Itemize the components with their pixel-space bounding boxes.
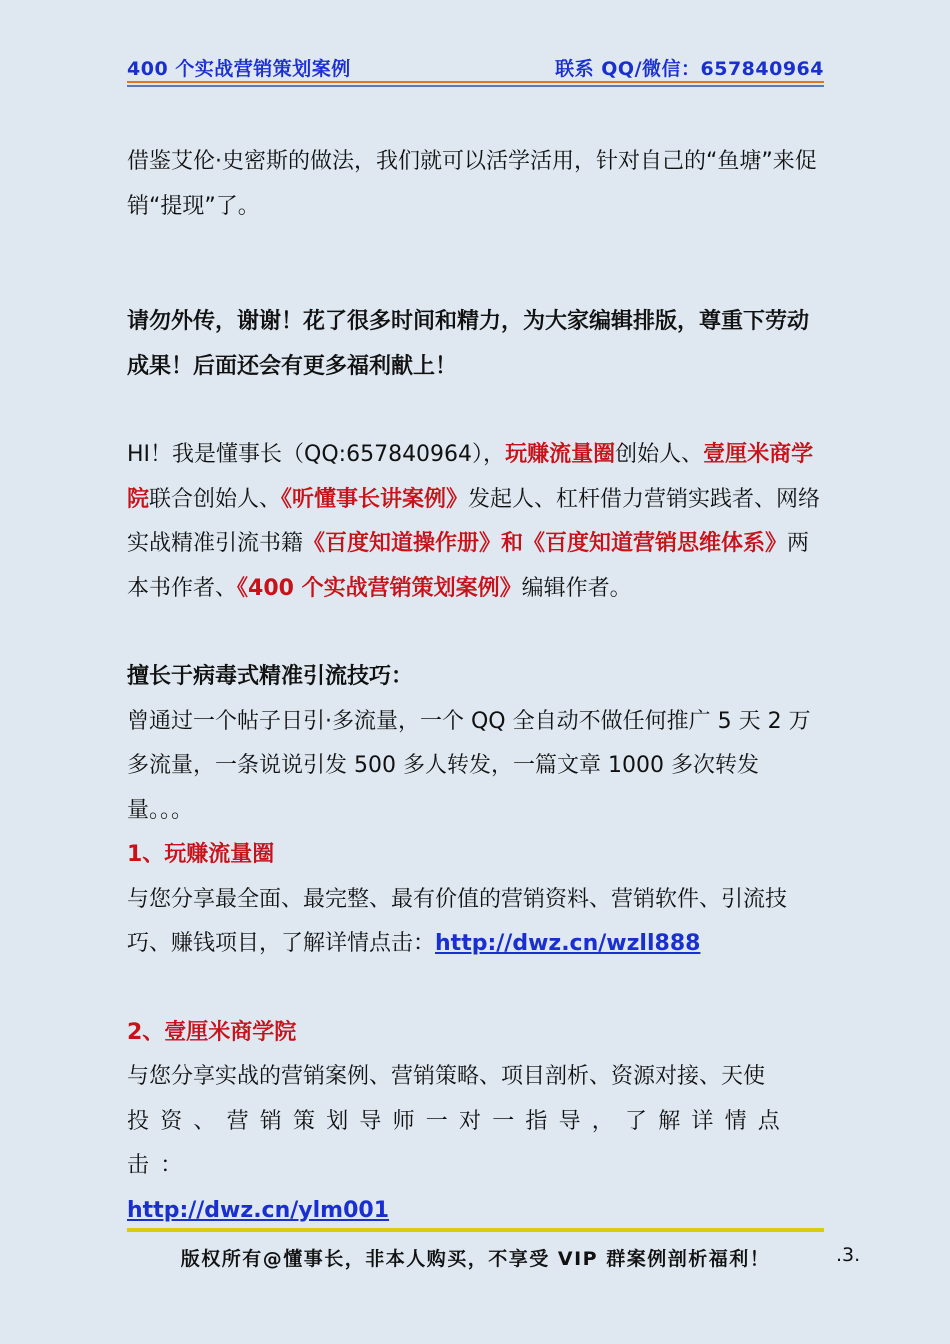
footer-copyright: 版权所有@懂事长，非本人购买，不享受 VIP 群案例剖析福利！ xyxy=(180,1248,771,1270)
intro-text-1: HI！我是懂事长（QQ:657840964）， xyxy=(127,442,506,467)
author-intro xyxy=(127,433,824,611)
page-header xyxy=(127,52,824,92)
intro-text-2: 创始人、 xyxy=(615,442,704,467)
section1-heading: 1、玩赚流量圈 xyxy=(127,842,275,867)
section1-link[interactable]: http://dwz.cn/wzll888 xyxy=(435,931,701,956)
section2-heading: 2、壹厘米商学院 xyxy=(127,1019,297,1045)
intro-highlight-3: 《听懂事长讲案例》 xyxy=(281,486,469,512)
notice-paragraph: 请勿外传，谢谢！花了很多时间和精力，为大家编辑排版，尊重下劳动成果！后面还会有更多福利献上！ xyxy=(127,309,810,379)
intro-text-4: 发起人、杠杆借力营销实践者、网络实战精准引流书籍 xyxy=(127,486,821,556)
section1-body xyxy=(127,878,824,967)
skills-heading: 擅长于病毒式精准引流技巧： xyxy=(127,664,414,689)
header-rule-orange xyxy=(127,81,824,83)
section1-text: 与您分享最全面、最完整、最有价值的营销资料、营销软件、引流技巧、赚钱项目，了解详情点击： xyxy=(127,886,788,956)
section2-body-line1: 与您分享实战的营销案例、营销策略、项目剖析、资源对接、天使 xyxy=(127,1064,766,1089)
intro-highlight-2: 壹厘米商学院 xyxy=(127,442,814,512)
section2-link[interactable]: http://dwz.cn/ylm001 xyxy=(127,1197,390,1223)
header-rule-blue xyxy=(127,85,824,87)
intro-highlight-4: 《百度知道操作册》和《百度知道营销思维体系》 xyxy=(303,531,788,556)
intro-highlight-5: 《400 个实战营销策划案例》 xyxy=(237,575,522,601)
header-contact: 联系 QQ/微信：657840964 xyxy=(555,58,824,80)
intro-text-6: 编辑作者。 xyxy=(521,575,632,601)
section2-body-line2: 投资、营销策划导师一对一指导，了解详情点击： xyxy=(127,1108,792,1178)
header-title: 400 个实战营销策划案例 xyxy=(127,58,351,80)
footer-rule xyxy=(127,1228,824,1232)
skills-body: 曾通过一个帖子日引·多流量，一个 QQ 全自动不做任何推广 5 天 2 万多流量，一条说说引发 500 多人转发，一篇文章 1000 多次转发量。。。 xyxy=(127,708,811,823)
page-content xyxy=(127,140,824,1233)
paragraph-intro: 借鉴艾伦·史密斯的做法，我们就可以活学活用，针对自己的“鱼塘”来促销“提现”了。 xyxy=(127,149,817,219)
page-number: .3. xyxy=(836,1244,861,1266)
intro-text-3: 联合创始人、 xyxy=(149,486,282,512)
intro-text-5: 两本书作者、 xyxy=(127,531,810,601)
intro-highlight-1: 玩赚流量圈 xyxy=(505,442,616,467)
